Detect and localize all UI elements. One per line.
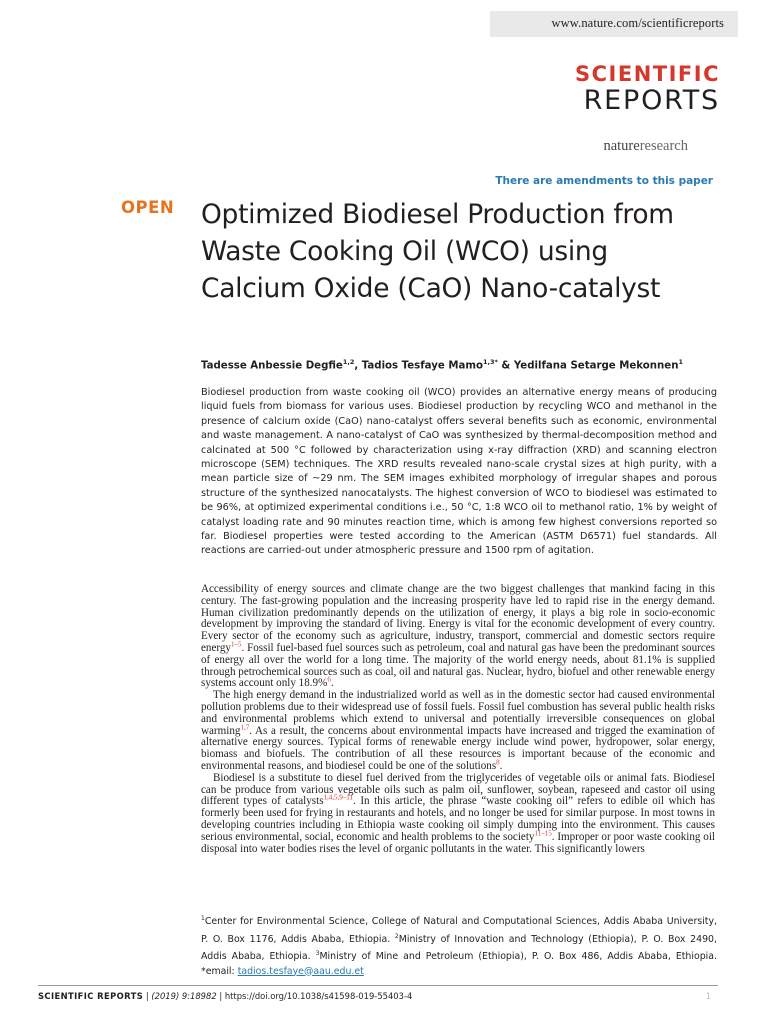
author-separator: & — [497, 360, 514, 372]
publisher-suffix: research — [639, 138, 688, 154]
amendments-link[interactable]: There are amendments to this paper — [495, 175, 713, 187]
author-list — [201, 358, 721, 371]
body-text-run: . Improper or poor waste cooking oil disposal into water bodies rises the level of organic pollutants in the water. This significantly lowers — [201, 830, 716, 855]
footer-doi-link[interactable]: | https://doi.org/10.1038/s41598-019-55403-4 — [216, 991, 413, 1001]
publisher-logo — [560, 138, 688, 155]
citation-reference-link[interactable]: 1,4,5,9–11 — [323, 793, 354, 802]
author-affiliation-marker: 1,2 — [342, 358, 355, 366]
journal-logo — [540, 62, 720, 116]
footer-divider — [38, 985, 718, 986]
affiliation-marker: 3 — [315, 950, 320, 958]
corresponding-email-link[interactable]: tadios.tesfaye@aau.edu.et — [237, 965, 364, 977]
body-text-run: . — [499, 759, 503, 772]
author-name[interactable]: Tadesse Anbessie Degfie — [201, 360, 343, 372]
author-separator: , — [354, 360, 362, 372]
body-paragraph-3 — [201, 773, 715, 856]
affiliation-2: Ministry of Innovation and Technology (Ethiopia), P. O. Box 2490, Addis Ababa, Ethiopia. — [201, 933, 717, 963]
author-name[interactable]: Tadios Tesfaye Mamo — [361, 360, 483, 372]
author-name[interactable]: Yedilfana Setarge Mekonnen — [513, 360, 679, 372]
footer-separator: | — [143, 991, 152, 1001]
citation-reference-link[interactable]: 8 — [496, 758, 500, 767]
page-footer — [38, 991, 412, 1001]
author-affiliation-marker: 1,3* — [482, 358, 498, 366]
footer-citation: (2019) 9:18982 — [151, 991, 217, 1001]
body-text-run: . In this article, the phrase “waste cooking oil” refers to edible oil which has formerly been used for frying in restaurants and hotels, and no longer be used for similar purpose. In most towns in developing countries including in Ethiopia waste cooking oil simply dumping into the environment. This causes serious environmental, social, economic and health problems to the society — [201, 795, 715, 843]
author-affiliation-marker: 1 — [678, 358, 683, 366]
body-text-run: . Fossil fuel-based fuel sources such as petroleum, coal and natural gas have been the predominant sources of energy all over the world for a long time. The majority of the world energy needs, about 81.1% is supplied through petrochemical sources such as coal, oil and natural gas. Nuclear, hydro, biofuel and other renewable energy systems account only 18.9% — [201, 641, 715, 690]
journal-url-banner[interactable] — [490, 11, 738, 37]
affiliation-marker: 1 — [201, 915, 205, 922]
body-paragraph-2 — [201, 690, 715, 773]
body-text-run: Accessibility of energy sources and climate change are the two biggest challenges that mankind facing in this century. The fast-growing population and the increasing prosperity have led to rapid rise in the energy demand. Human civilization predominantly depends on the utilization of energy, it plays a big role in socio-economic development by improving the standard of living. Energy is vital for the economic development of every country. Every sector of the economy such as agriculture, industry, transport, commercial and domestic sectors require energy — [201, 583, 715, 654]
abstract: Biodiesel production from waste cooking oil (WCO) provides an alternative energy means of producing liquid fuels from biomass for various uses. Biodiesel production by recycling WCO and methanol in the presence of calcium oxide (CaO) nano-catalyst offers several benefits such as economic, environmental and waste management. A nano-catalyst of CaO was synthesized by thermal-decomposition method and calcinated at 500 °C followed by characterization using x-ray diffraction (XRD) and scanning electron microscope (SEM) techniques. The XRD results revealed nano-scale crystal sizes at high purity, with a mean particle size of ~29 nm. The SEM images exhibited morphology of irregular shapes and porous structure of the synthesized nanocatalysts. The highest conversion of WCO to biodiesel was estimated to be 96%, at optimized experimental conditions i.e., 50 °C, 1:8 WCO oil to methanol ratio, 1% by weight of catalyst loading rate and 90 minutes reaction time, which is among few highest conversions reported so far. Biodiesel properties were tested according to the American (ASTM D6571) fuel standards. All reactions are carried-out under atmospheric pressure and 1500 rpm of agitation. — [201, 387, 717, 557]
affiliations-footnote — [201, 912, 717, 979]
footer-journal-name: SCIENTIFIC REPORTS — [38, 991, 144, 1001]
citation-reference-link[interactable]: 1,7 — [240, 722, 250, 731]
body-text-run: Biodiesel is a substitute to diesel fuel derived from the triglycerides of vegetable oils or animal fats. Biodiesel can be produce from various vegetable oils such as palm oil, sunflower, soybean, rapeseed and castor oil using different types of catalysts — [201, 771, 715, 808]
affiliation-marker: 2 — [394, 932, 399, 940]
publisher-prefix: nature — [603, 138, 640, 154]
citation-reference-link[interactable]: 6 — [327, 675, 331, 684]
open-access-badge: OPEN — [121, 198, 175, 217]
body-paragraph-1 — [201, 584, 715, 690]
article-body — [201, 584, 715, 855]
body-text-run: The high energy demand in the industrialized world as well as in the domestic sector had caused environmental pollution problems due to their widespread use of fossil fuels. Fossil fuel combustion has several public health risks and environmental problems which extend to universal and potentially irreversible consequences on global warming — [201, 689, 715, 737]
logo-line-reports: REPORTS — [583, 85, 720, 116]
journal-url[interactable]: www.nature.com/scientificreports — [551, 16, 724, 30]
body-text-run: . — [330, 677, 334, 690]
logo-line-scientific: SCIENTIFIC — [575, 62, 720, 86]
affiliation-1: Center for Environmental Science, College of Natural and Computational Sciences, Addis Ababa University, P. O. Box 1176, Addis Ababa, Ethiopia. — [201, 916, 717, 945]
body-text-run: . As a result, the concerns about environmental impacts have increased and trigged the examination of alternative energy sources. Typical forms of renewable energy include wind power, hydropower, solar energy, biomass and biofuels. The contribution of all these resources is important because of the economic and environmental reasons, and biodiesel could be one of the solutions — [201, 724, 715, 772]
page-number: 1 — [705, 991, 711, 1001]
citation-reference-link[interactable]: 1–5 — [230, 640, 242, 649]
affiliation-3: Ministry of Mine and Petroleum (Ethiopia), P. O. Box 486, Addis Ababa, Ethiopia. *email: — [201, 951, 717, 977]
citation-reference-link[interactable]: 11–15 — [534, 829, 552, 838]
article-title: Optimized Biodiesel Production from Waste Cooking Oil (WCO) using Calcium Oxide (CaO) Nano-catalyst — [201, 199, 674, 304]
